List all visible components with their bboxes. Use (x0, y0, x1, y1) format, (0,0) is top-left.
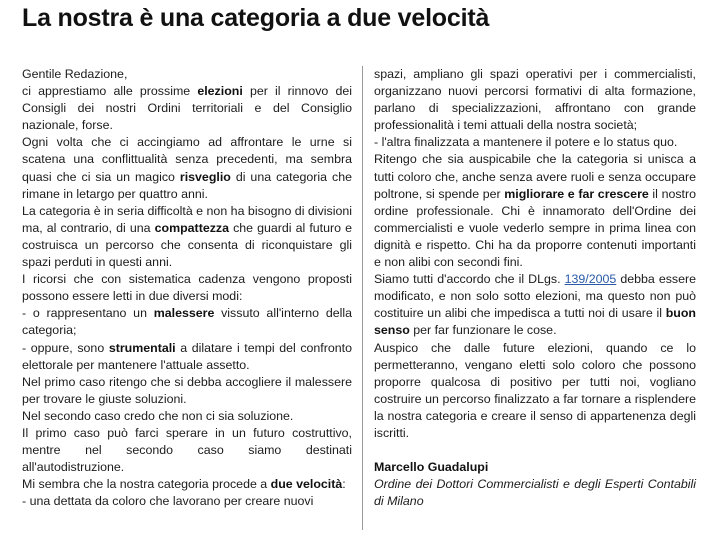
paragraph: spazi, ampliano gli spazi operativi per i commercialisti, organizzano nuovi percorsi formativi di alta formazione, parlano di specializzazioni, affrontano con grande professionalità i temi attuali della nostra società; (374, 67, 696, 133)
paragraph: Auspico che dalle future elezioni, quando ce lo permetteranno, vengano eletti solo coloro che possono proporre qualcosa di positivo per tutti noi, vogliano costruire un percorso finalizzato a far tornare a risplendere la nostra categoria e creare il senso di appartenenza degli iscritti. (374, 340, 696, 440)
paragraph: Ritengo che sia auspicabile che la categoria si unisca a tutti coloro che, anche senza avere ruoli e senza occupare poltrone, si spende per migliorare e far crescere il nostro ordine professionale. Chi è innamorato dell'Ordine dei commercialisti e vuole vederlo sempre in prima linea con dignità e rispetto. Chi ha da proporre contenuti importanti e non alibi con secondi fini. (374, 152, 697, 270)
paragraph: Il primo caso può farci sperare in un futuro costruttivo, mentre nel secondo caso siamo destinati all'autodistruzione. (22, 425, 352, 475)
paragraph: Mi sembra che la nostra categoria procede a due velocità: (22, 477, 346, 492)
salutation: Gentile Redazione, (22, 67, 128, 81)
emphasis: elezioni (197, 84, 243, 99)
emphasis: compattezza (154, 220, 229, 235)
right-column (374, 66, 696, 510)
signature-organization: Ordine dei Dottori Commercialisti e degli Esperti Contabili di Milano (374, 477, 696, 509)
paragraph: ci apprestiamo alle prossime elezioni per il rinnovo dei Consigli dei nostri Ordini territoriali e del Consiglio nazionale, forse. (22, 84, 352, 133)
paragraph: - oppure, sono strumentali a dilatare i tempi del confronto elettorale per mantenere l'attuale assetto. (22, 340, 352, 372)
article-title: La nostra è una categoria a due velocità (22, 4, 490, 32)
paragraph: - una dettata da coloro che lavorano per creare nuovi (22, 494, 314, 509)
signature-name: Marcello Guadalupi (374, 460, 489, 475)
paragraph: Nel primo caso ritengo che si debba accogliere il malessere per trovare le giuste soluzioni. (22, 374, 352, 406)
emphasis: malessere (153, 306, 215, 321)
paragraph: - l'altra finalizzata a mantenere il potere e lo status quo. (374, 135, 678, 150)
paragraph: Ogni volta che ci accingiamo ad affrontare le urne si scatena una conflittualità senza precedenti, ma sembra quasi che ci sia un magico risveglio di una categoria che rimane in letargo per quattro anni. (22, 135, 352, 201)
left-column (22, 66, 352, 510)
paragraph: La categoria è in seria difficoltà e non ha bisogno di divisioni ma, al contrario, di una compattezza che guardi al futuro e costruisca un percorso che consenta di riconquistare gli spazi perduti in questi anni. (22, 203, 352, 270)
emphasis: due velocità (270, 477, 343, 492)
emphasis: strumentali (108, 340, 176, 355)
paragraph: Siamo tutti d'accordo che il DLgs. 139/2005 debba essere modificato, e non solo sotto elezioni, ma questo non può costituire un alibi che impedisca a tutti noi di usare il buon senso per far funzionare le cose. (374, 272, 697, 338)
emphasis: risveglio (179, 169, 231, 184)
paragraph: - o rappresentano un malessere vissuto all'interno della categoria; (22, 306, 353, 338)
paragraph: Nel secondo caso credo che non ci sia soluzione. (22, 408, 294, 423)
emphasis: migliorare e far crescere (504, 186, 649, 201)
spacer (374, 442, 696, 459)
law-link[interactable]: 139/2005 (564, 272, 617, 287)
paragraph: I ricorsi che con sistematica cadenza vengono proposti possono essere letti in due diversi modi: (22, 272, 352, 304)
emphasis: buon senso (374, 306, 696, 338)
column-divider (362, 66, 363, 530)
